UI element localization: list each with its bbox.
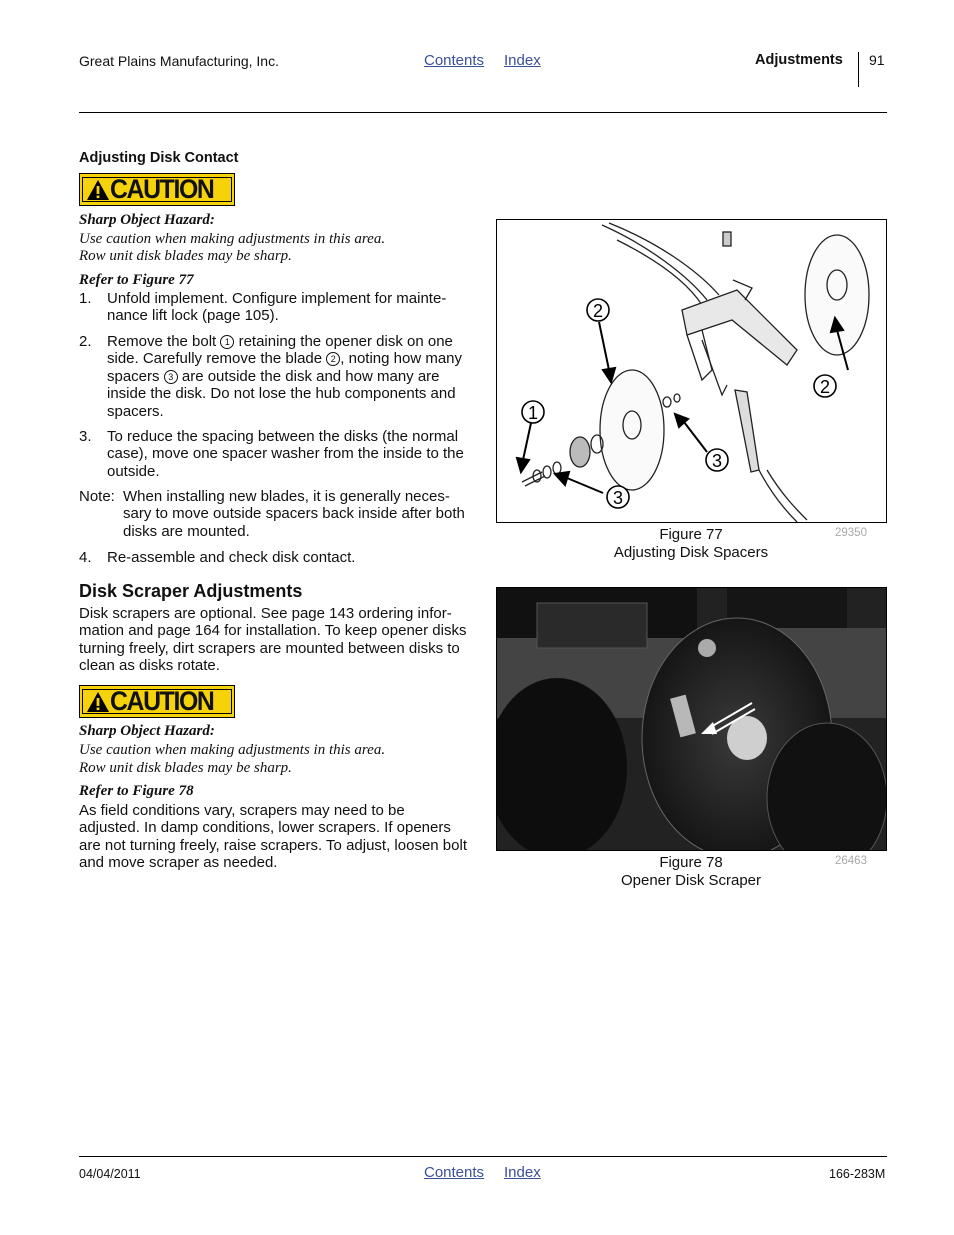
footer-index-link[interactable]: Index [504, 1164, 541, 1181]
figure-78-title: Opener Disk Scraper [620, 872, 762, 889]
figure-77-image [496, 219, 887, 523]
hazard-line-1-2: Use caution when making adjustments in this area. [79, 742, 386, 758]
step-1: 1. Unfold implement. Configure implement for mainte-nance lift lock (page 105). [79, 290, 447, 325]
footer-rule [79, 1156, 887, 1157]
figure-78-caption [596, 854, 786, 890]
step-4: 4. Re-assemble and check disk contact. [79, 549, 356, 566]
callout-1-inline: 1 [220, 335, 234, 349]
disk-scraper-heading: Disk Scraper Adjustments [79, 581, 303, 601]
warning-triangle-icon [86, 691, 110, 713]
figure-77-label: Figure 77 [659, 526, 723, 543]
hazard-line-1: Use caution when making adjustments in this area. [79, 231, 386, 247]
callout-3-lower-label: 3 [612, 488, 624, 508]
figure-78-label: Figure 78 [659, 854, 723, 871]
callout-2-right-label: 2 [819, 377, 831, 397]
footer-doc-number: 166-283M [829, 1167, 886, 1181]
disk-spacer-diagram [497, 220, 886, 522]
callout-2-upper-label: 2 [592, 301, 604, 321]
contents-link[interactable]: Contents [424, 52, 485, 69]
opener-disk-scraper-photo [497, 588, 886, 850]
section-title: Adjustments [755, 52, 843, 68]
step-3: 3. To reduce the spacing between the disks (the normal case), move one spacer washer from the inside to the outside. [79, 428, 464, 480]
figure-78-id: 26463 [835, 855, 867, 867]
caution-label [79, 173, 235, 206]
figure-78-photo [496, 587, 887, 851]
adjusting-disk-contact-heading: Adjusting Disk Contact [79, 150, 239, 166]
hazard-title: Sharp Object Hazard: [79, 212, 215, 228]
company-name: Great Plains Manufacturing, Inc. [79, 53, 279, 69]
callout-1-label: 1 [527, 403, 539, 423]
refer-figure-78: Refer to Figure 78 [79, 783, 194, 799]
figure-77-title: Adjusting Disk Spacers [613, 544, 769, 561]
hazard-line-2: Row unit disk blades may be sharp. [79, 248, 292, 264]
callout-3-upper-label: 3 [711, 451, 723, 471]
hazard-line-2-2: Row unit disk blades may be sharp. [79, 760, 292, 776]
caution-label-2 [79, 685, 235, 718]
step-2: 2. Remove the bolt 1 retaining the opener disk on one side. Carefully remove the blade 2 , noting how many spacers 3 are outside the disk and how many are inside the disk. Do not lose the hub components and spacers. [79, 333, 463, 420]
refer-figure-77: Refer to Figure 77 [79, 272, 194, 288]
hazard-title-2: Sharp Object Hazard: [79, 723, 215, 739]
disk-scraper-body: As field conditions vary, scrapers may need to be adjusted. In damp conditions, lower scrapers. If openers are not turning freely, raise scrapers. To adjust, loosen bolt and move scraper as needed. [79, 802, 467, 872]
figure-77-id: 29350 [835, 527, 867, 539]
disk-scraper-intro: Disk scrapers are optional. See page 143 ordering infor-mation and page 164 for installation. To keep opener disks turning freely, dirt scrapers are mounted between disks to clean as disks rotate. [79, 605, 467, 675]
callout-2-inline: 2 [326, 352, 340, 366]
footer-contents-link[interactable]: Contents [424, 1164, 485, 1181]
footer-date: 04/04/2011 [79, 1167, 141, 1181]
header-divider [858, 52, 859, 87]
page-number: 91 [869, 52, 885, 68]
figure-77-caption [596, 526, 786, 562]
index-link[interactable]: Index [504, 52, 541, 69]
caution-word: CAUTION [110, 174, 214, 204]
caution-word: CAUTION [110, 686, 214, 716]
header-rule [79, 112, 887, 113]
callout-3-inline: 3 [164, 370, 178, 384]
note: Note: When installing new blades, it is generally neces-sary to move outside spacers back inside after both disks are mounted. [79, 488, 465, 540]
warning-triangle-icon [86, 179, 110, 201]
